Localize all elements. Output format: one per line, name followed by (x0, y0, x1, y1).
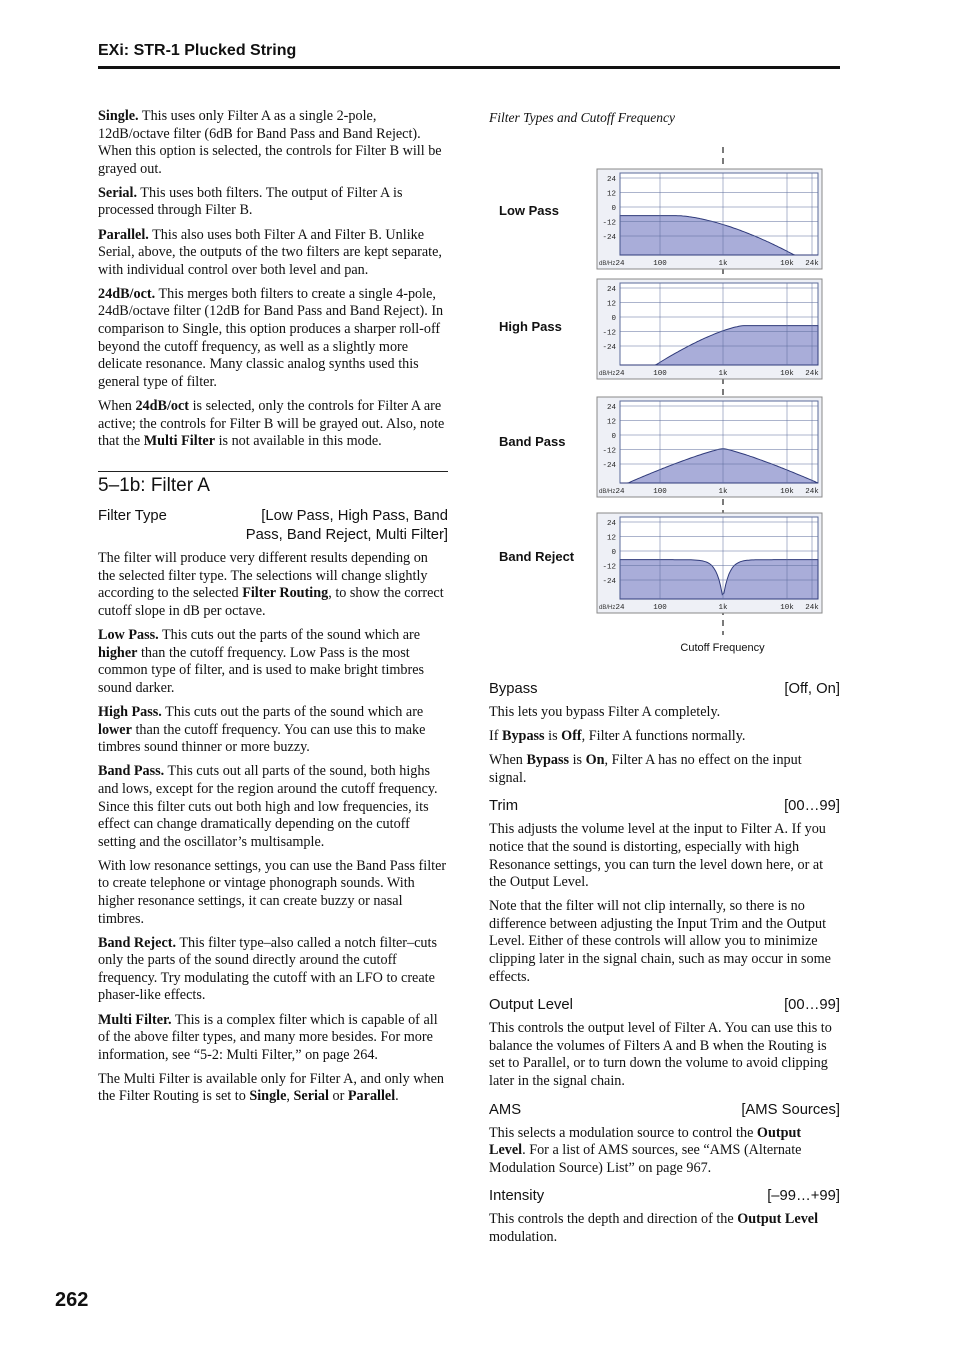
y-tick-label: -12 (602, 563, 616, 572)
text-band-reject: This filter type–also called a notch filter–cuts only the parts of the sound directly around the cutoff frequency. Try modulating the cutoff with an LFO to create phaser-like effects. (98, 934, 437, 1004)
text-int-c: modulation. (489, 1228, 558, 1245)
x-tick-label: 24 (615, 260, 625, 268)
text-bon-c: is (569, 752, 586, 769)
param-name-trim: Trim (489, 798, 519, 815)
text-single: This uses only Filter A as a single 2-pole, 12dB/octave filter (6dB for Band Pass and Band Reject). When this option is selected, the controls for Filter B will be grayed out. (98, 108, 442, 177)
paragraph-multi-filter (98, 1012, 448, 1065)
x-tick-label: 24k (805, 488, 819, 496)
param-name-ams: AMS (489, 1101, 522, 1118)
text-int-a: This controls the depth and direction of the (489, 1211, 738, 1228)
x-tick-label: 24 (615, 370, 625, 378)
paragraph-low-pass (98, 627, 448, 697)
param-trim (489, 797, 840, 816)
filter-label-band-reject: Band Reject (499, 549, 575, 564)
term-off: Off (561, 728, 582, 745)
page-number: 262 (55, 1289, 89, 1311)
unit-label: dB/Hz (599, 371, 616, 377)
term-bypass-on: Bypass (526, 752, 570, 769)
paragraph-24db (98, 286, 448, 392)
text-avail-e: or (328, 1088, 348, 1105)
param-output-level (489, 996, 840, 1015)
y-tick-label: 12 (606, 190, 616, 199)
param-values-ams: [AMS Sources] (741, 1101, 840, 1118)
x-tick-label: 100 (653, 488, 667, 496)
section-title: 5–1b: Filter A (98, 474, 210, 496)
text-boff-e: , Filter A functions normally. (581, 728, 746, 745)
right-column (489, 680, 840, 1253)
param-name-intensity: Intensity (489, 1188, 545, 1205)
term-band-pass: Band Pass. (98, 763, 165, 780)
x-tick-label: 1k (718, 370, 728, 378)
x-tick-label: 10k (780, 488, 794, 496)
y-tick-label: 12 (606, 300, 616, 309)
x-tick-label: 100 (653, 604, 667, 612)
paragraph-high-pass (98, 704, 448, 757)
paragraph-intensity (489, 1211, 840, 1246)
term-when-24db: 24dB/oct (135, 397, 190, 414)
y-tick-label: -24 (602, 578, 616, 586)
term-single: Single. (98, 108, 139, 124)
text-avail-g: . (395, 1088, 399, 1105)
param-values-intensity: [–99…+99] (767, 1188, 840, 1205)
text-24db: This merges both filters to create a single 4-pole, 24dB/octave filter (12dB for Band Pass and Band Reject). In comparison to Single, this option produces a sharper roll-off beyond the cutoff frequency, as well as a slightly more delicate resonance. Many classic analog synths used this general type of filter. (98, 285, 444, 390)
text-boff-a: If (489, 728, 502, 745)
filter-response-figure (590, 145, 830, 642)
text-ams-a: This selects a modulation source to control the (489, 1124, 757, 1141)
y-tick-label: 24 (606, 404, 616, 412)
x-tick-label: 24 (615, 488, 625, 496)
text-hp-c: than the cutoff frequency. You can use this to make timbres sound thinner or more buzzy. (98, 721, 426, 756)
y-tick-label: -12 (602, 447, 616, 456)
y-tick-label: 12 (606, 418, 616, 427)
paragraph-band-pass (98, 763, 448, 851)
x-tick-label: 24k (805, 260, 819, 268)
paragraph-resonance: With low resonance settings, you can use the Band Pass filter to create telephone or vintage phonograph sounds. With higher resonance settings, it can create buzzy or nasal timbres. (98, 857, 447, 927)
term-single-routing: Single (249, 1088, 287, 1105)
text-avail-a: The Multi Filter is available only for Filter A, and only when the Filter Routing is set to (98, 1070, 444, 1105)
text-when-e: is not available in this mode. (215, 433, 382, 450)
param-name-bypass: Bypass (489, 681, 538, 697)
param-ams (489, 1101, 840, 1120)
x-tick-label: 10k (780, 604, 794, 612)
text-avail-c: , (286, 1088, 294, 1105)
filter-label-low-pass: Low Pass (499, 203, 559, 218)
cutoff-frequency-label: Cutoff Frequency (680, 642, 765, 654)
text-ams-c: . For a list of AMS sources, see “AMS (Alternate Modulation Source) List” on page 967. (489, 1142, 802, 1176)
text-when-c: is selected, only the controls for Filter A are active; the controls for Filter B will be grayed out. Also, note that the (98, 397, 445, 450)
paragraph-serial (98, 185, 448, 220)
param-values-bypass: [Off, On] (784, 681, 840, 697)
x-tick-label: 100 (653, 260, 667, 268)
param-values-trim: [00…99] (784, 798, 840, 815)
text-parallel: This also uses both Filter A and Filter B. Unlike Serial, above, the outputs of the two filters are kept separate, with individual control over both level and pan. (98, 226, 442, 278)
term-multi-filter-type: Multi Filter. (98, 1011, 172, 1028)
paragraph-parallel (98, 227, 448, 280)
text-boff-c: is (544, 728, 562, 745)
term-output-level-2: Output Level (737, 1211, 819, 1228)
text-serial: This uses both filters. The output of Filter A is processed through Filter B. (98, 184, 403, 219)
x-tick-label: 24 (615, 604, 625, 612)
header-rule (98, 66, 840, 69)
unit-label: dB/Hz (599, 605, 616, 611)
term-filter-routing: Filter Routing (242, 585, 329, 602)
text-band-pass: This cuts out all parts of the sound, both highs and lows, except for the region around the cutoff frequency. Since this filter cuts out both high and low frequencies, its effect can change dramatically depending on the cutoff setting and the oscillator’s multisample. (98, 763, 438, 850)
text-lp-c: than the cutoff frequency. Low Pass is the most common type of filter, and is used to make bright timbres sound darker. (98, 644, 425, 696)
y-tick-label: -24 (602, 344, 616, 352)
filter-label-high-pass: High Pass (499, 319, 562, 334)
paragraph-availability (98, 1071, 448, 1106)
term-high-pass: High Pass. (98, 704, 162, 721)
header-title: EXi: STR-1 Plucked String (98, 42, 297, 59)
y-tick-label: 0 (611, 205, 616, 213)
paragraph-clip: Note that the filter will not clip internally, so there is no difference between adjusting the Input Trim and the Output Level. Either of these controls will allow you to minimize clipping later in the signal chain, such as may occur in some effects. (489, 898, 831, 985)
y-tick-label: -24 (602, 234, 616, 242)
paragraph-when-24db (98, 398, 448, 451)
x-tick-label: 10k (780, 370, 794, 378)
y-tick-label: 0 (611, 315, 616, 323)
y-tick-label: -12 (602, 219, 616, 228)
y-tick-label: 0 (611, 549, 616, 557)
text-lp-a: This cuts out the parts of the sound which are (158, 627, 421, 644)
x-tick-label: 1k (718, 604, 728, 612)
y-tick-label: -12 (602, 329, 616, 338)
paragraph-output-level: This controls the output level of Filter A. You can use this to balance the volumes of Filters A and B when the Routing is set to Parallel, or to turn down the volume to avoid clipping later in the signal chain. (489, 1020, 832, 1089)
term-24db: 24dB/oct. (98, 285, 156, 302)
text-when-a: When (98, 397, 136, 414)
paragraph-single (98, 108, 448, 178)
text-multi-filter: This is a complex filter which is capable of all of the above filter types, and many more besides. For more information, see “5-2: Multi Filter,” on page 264. (98, 1011, 438, 1063)
term-lower: lower (98, 721, 132, 738)
figure-caption: Filter Types and Cutoff Frequency (489, 110, 675, 125)
paragraph-bypass-on (489, 752, 840, 787)
param-values-output-level: [00…99] (784, 997, 840, 1014)
term-serial-routing: Serial (293, 1088, 329, 1105)
paragraph-band-reject (98, 935, 448, 1005)
text-hp-a: This cuts out the parts of the sound which are (161, 704, 424, 721)
param-values-filter-type: [Low Pass, High Pass, Band Pass, Band Reject, Multi Filter] (245, 508, 448, 544)
paragraph-intro (98, 550, 448, 620)
term-output-level: Output Level (489, 1124, 802, 1159)
term-serial: Serial. (98, 184, 138, 201)
y-tick-label: 24 (606, 520, 616, 528)
x-tick-label: 10k (780, 260, 794, 268)
term-higher: higher (98, 644, 138, 661)
param-name-output-level: Output Level (489, 997, 573, 1014)
left-column (98, 108, 448, 1113)
x-tick-label: 100 (653, 370, 667, 378)
term-on: On (585, 752, 605, 769)
x-tick-label: 1k (718, 488, 728, 496)
x-tick-label: 24k (805, 370, 819, 378)
text-intro-c: , to show the correct cutoff slope in dB per octave. (98, 585, 444, 620)
paragraph-bypass: This lets you bypass Filter A completely. (489, 704, 721, 720)
text-bon-e: , Filter A has no effect on the input signal. (489, 752, 802, 786)
x-tick-label: 1k (718, 260, 728, 268)
term-band-reject: Band Reject. (98, 934, 177, 951)
text-bon-a: When (489, 752, 527, 769)
term-multi-filter: Multi Filter (143, 433, 216, 450)
param-filter-type (98, 507, 448, 545)
filter-label-band-pass: Band Pass (499, 434, 566, 449)
term-parallel: Parallel. (98, 226, 149, 243)
term-low-pass: Low Pass. (98, 627, 159, 644)
paragraph-bypass-off (489, 728, 840, 746)
paragraph-trim: This adjusts the volume level at the input to Filter A. If you notice that the sound is distorting, especially with high Resonance settings, you can turn the level down here, or at the Output Level. (489, 821, 826, 891)
section-rule (98, 471, 448, 472)
y-tick-label: 0 (611, 433, 616, 441)
y-tick-label: -24 (602, 462, 616, 470)
term-parallel-routing: Parallel (347, 1088, 396, 1105)
y-tick-label: 24 (606, 286, 616, 294)
y-tick-label: 24 (606, 176, 616, 184)
term-bypass-off: Bypass (502, 728, 545, 745)
text-intro-a: The filter will produce very different results depending on the selected filter type. The selections will change slightly according to the selected (98, 550, 428, 602)
unit-label: dB/Hz (599, 261, 616, 267)
param-intensity (489, 1187, 840, 1206)
param-name-filter-type: Filter Type (98, 508, 167, 525)
x-tick-label: 24k (805, 604, 819, 612)
unit-label: dB/Hz (599, 489, 616, 495)
paragraph-ams (489, 1125, 840, 1178)
y-tick-label: 12 (606, 534, 616, 543)
param-bypass (489, 680, 840, 699)
